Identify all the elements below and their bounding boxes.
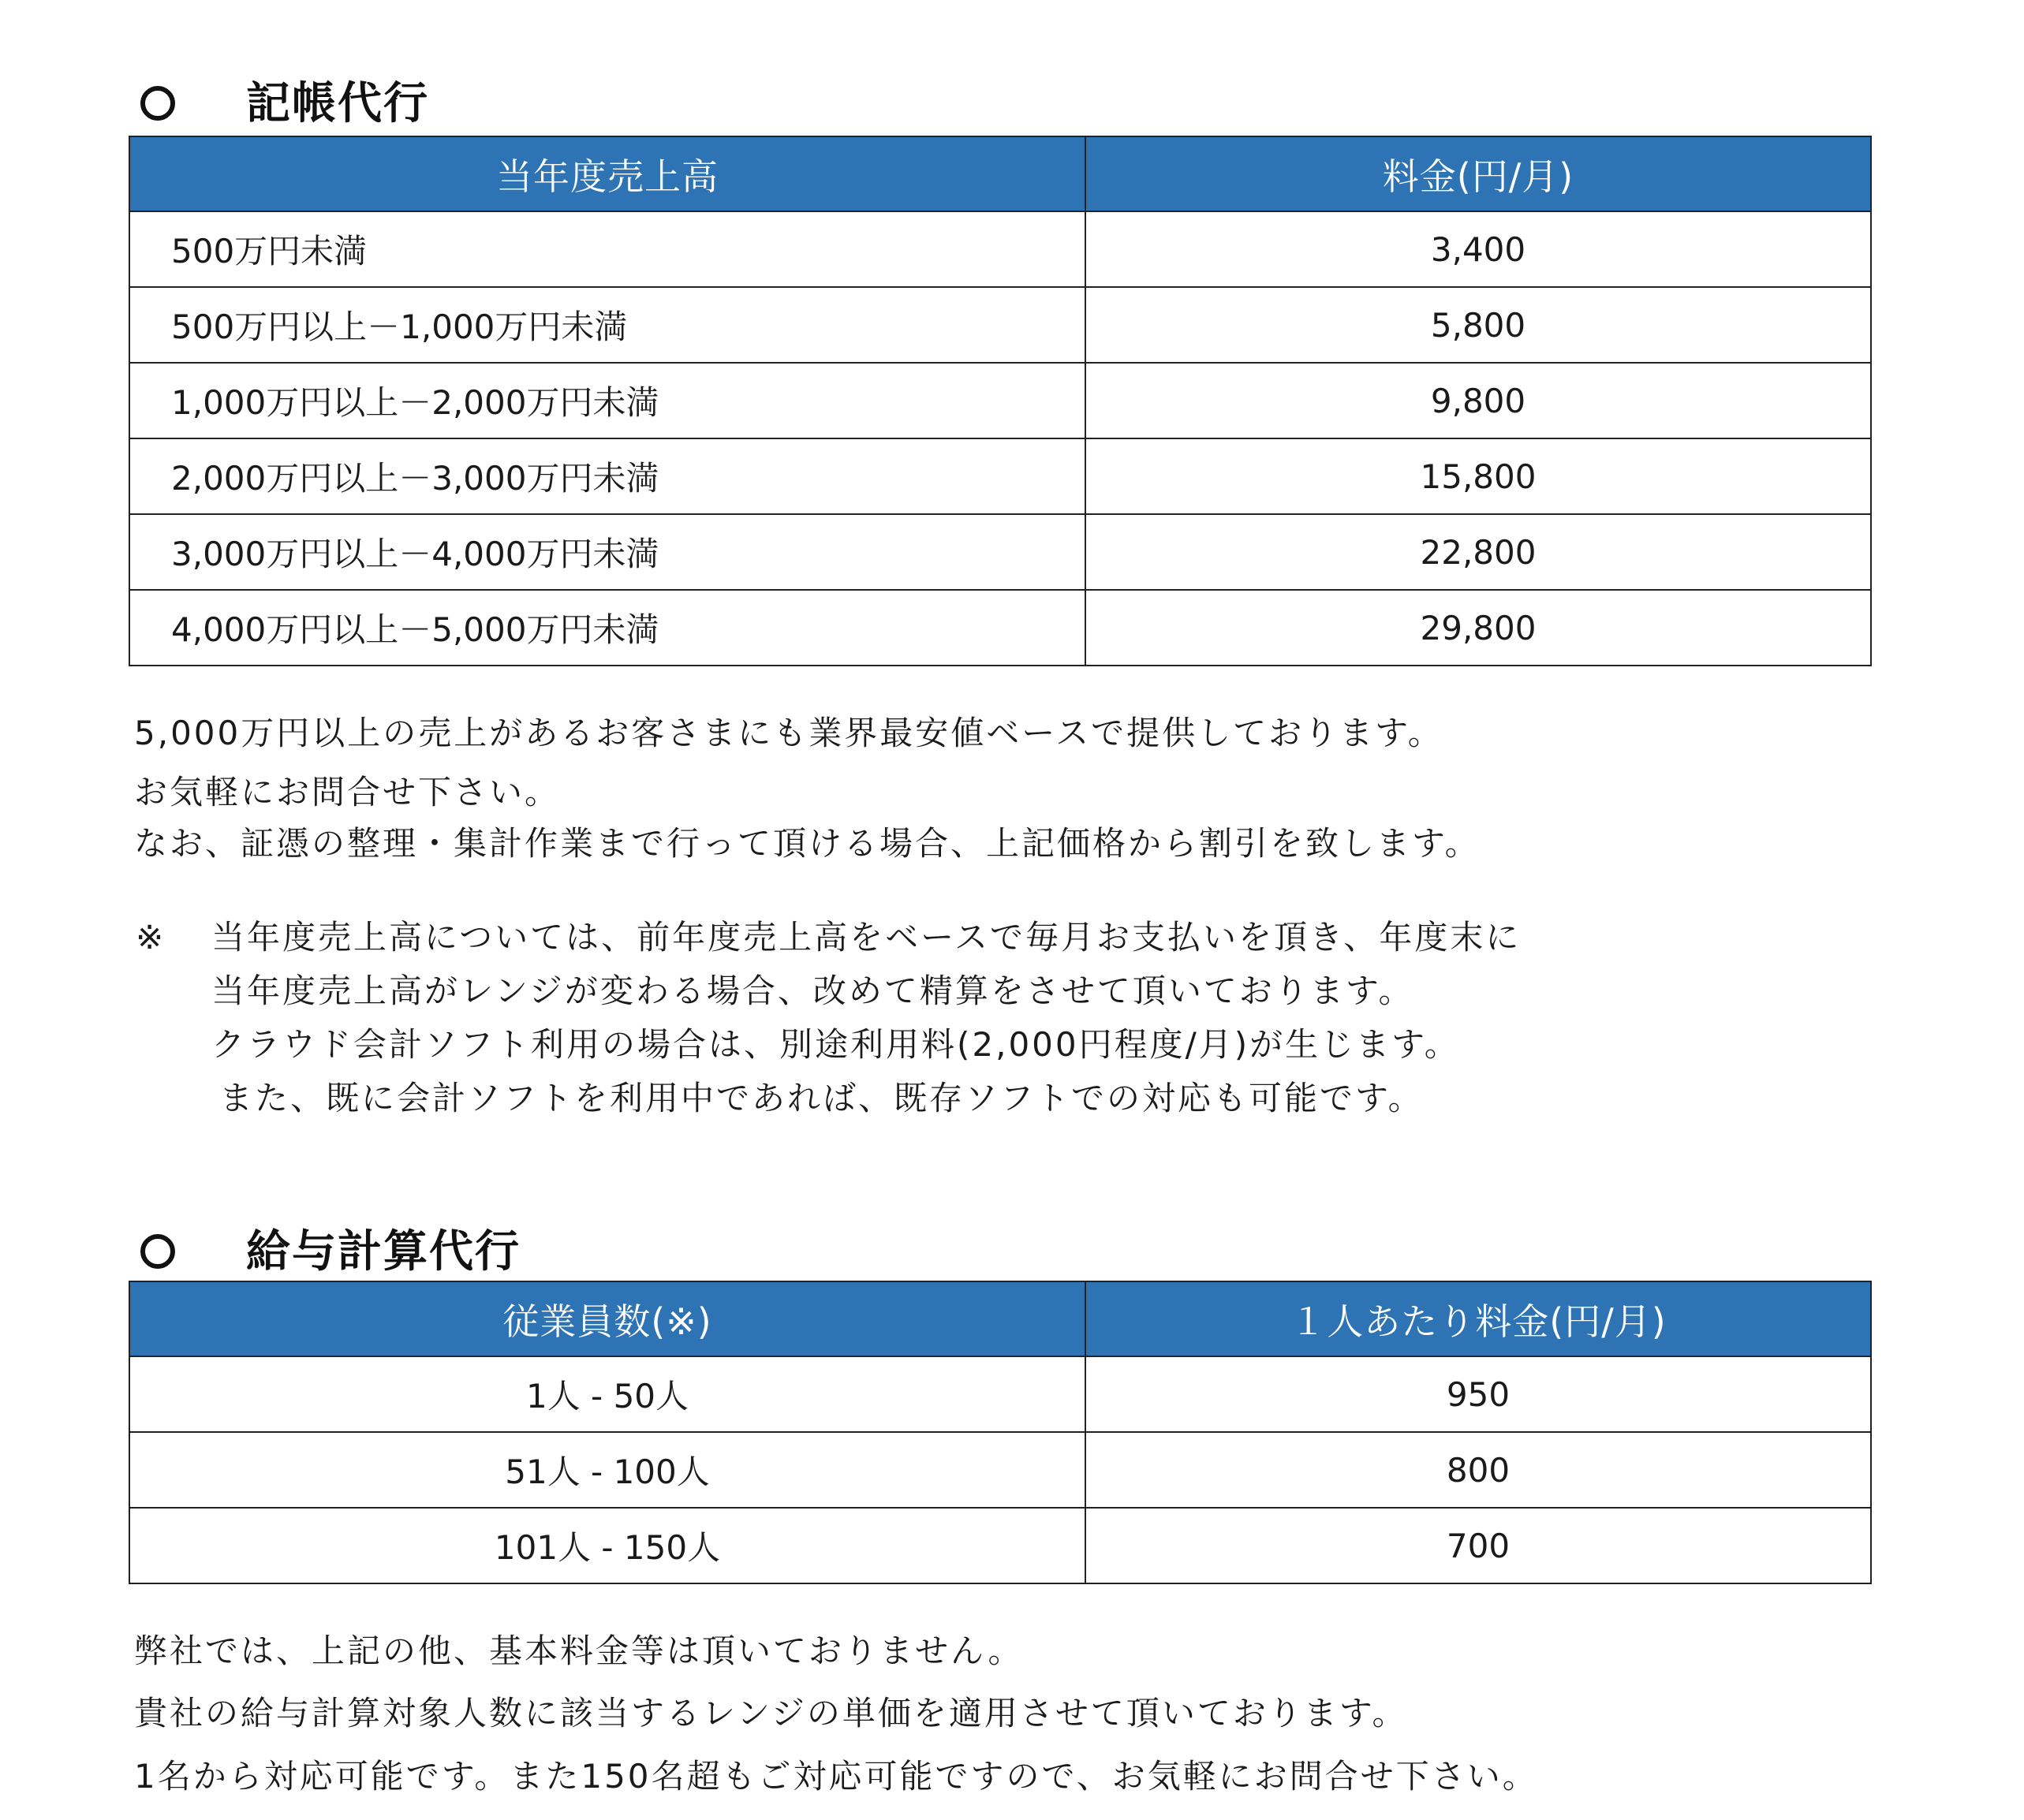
remark-line: 当年度売上高については、前年度売上高をベースで毎月お支払いを頂き、年度末に [211,918,1522,957]
bookkeeping-fee-table [129,136,1872,666]
bookkeeping-note-line: 5,000万円以上の売上があるお客さまにも業界最安値ベースで提供しております。 [134,714,1443,752]
bookkeeping-note-line: お気軽にお問合せ下さい。 [134,773,561,811]
employee-range-cell: 101人 - 150人 [129,1508,1085,1583]
header-annual-sales: 当年度売上高 [129,136,1085,211]
fee-cell: 950 [1085,1356,1871,1432]
employee-range-cell: 51人 - 100人 [129,1432,1085,1508]
table-row [129,1432,1871,1508]
table-row [129,287,1871,363]
bookkeeping-title [140,78,429,129]
employee-range-cell: 1人 - 50人 [129,1356,1085,1432]
table-row [129,514,1871,590]
fee-cell: 22,800 [1085,514,1871,590]
table-header-row [129,136,1871,211]
table-row [129,438,1871,514]
circle-bullet-icon [140,1234,175,1269]
sales-range-cell: 500万円以上－1,000万円未満 [129,287,1085,363]
payroll-note-line: 弊社では、上記の他、基本料金等は頂いておりません。 [134,1632,1024,1670]
header-fee-per-person: １人あたり料金(円/月) [1085,1281,1871,1356]
header-monthly-fee: 料金(円/月) [1085,136,1871,211]
table-header-row [129,1281,1871,1356]
circle-bullet-icon [140,86,175,121]
sales-range-cell: 3,000万円以上－4,000万円未満 [129,514,1085,590]
fee-cell: 9,800 [1085,363,1871,438]
payroll-note-line: 1名から対応可能です。また150名超もご対応可能ですので、お気軽にお問合せ下さい。 [134,1757,1538,1796]
fee-cell: 29,800 [1085,590,1871,666]
payroll-fee-table [129,1281,1872,1584]
fee-cell: 800 [1085,1432,1871,1508]
remark-line: また、既に会計ソフトを利用中であれば、既存ソフトでの対応も可能です。 [219,1079,1424,1117]
fee-cell: 3,400 [1085,211,1871,287]
payroll-title [140,1226,521,1277]
remark-line: 当年度売上高がレンジが変わる場合、改めて精算をさせて頂いております。 [211,972,1414,1010]
fee-cell: 5,800 [1085,287,1871,363]
table-row [129,1508,1871,1583]
bookkeeping-note-line: なお、証憑の整理・集計作業まで行って頂ける場合、上記価格から割引を致します。 [134,824,1481,863]
table-row [129,1356,1871,1432]
remark-mark: ※ [136,918,164,957]
sales-range-cell: 2,000万円以上－3,000万円未満 [129,438,1085,514]
table-row [129,590,1871,666]
sales-range-cell: 4,000万円以上－5,000万円未満 [129,590,1085,666]
table-row [129,363,1871,438]
header-employee-count: 従業員数(※) [129,1281,1085,1356]
payroll-note-line: 貴社の給与計算対象人数に該当するレンジの単価を適用させて頂いております。 [134,1694,1408,1732]
sales-range-cell: 1,000万円以上－2,000万円未満 [129,363,1085,438]
bookkeeping-title-text: 記帳代行 [246,78,429,129]
fee-cell: 15,800 [1085,438,1871,514]
payroll-title-text: 給与計算代行 [246,1226,521,1277]
table-row [129,211,1871,287]
sales-range-cell: 500万円未満 [129,211,1085,287]
fee-cell: 700 [1085,1508,1871,1583]
remark-line: クラウド会計ソフト利用の場合は、別途利用料(2,000円程度/月)が生じます。 [211,1025,1460,1064]
